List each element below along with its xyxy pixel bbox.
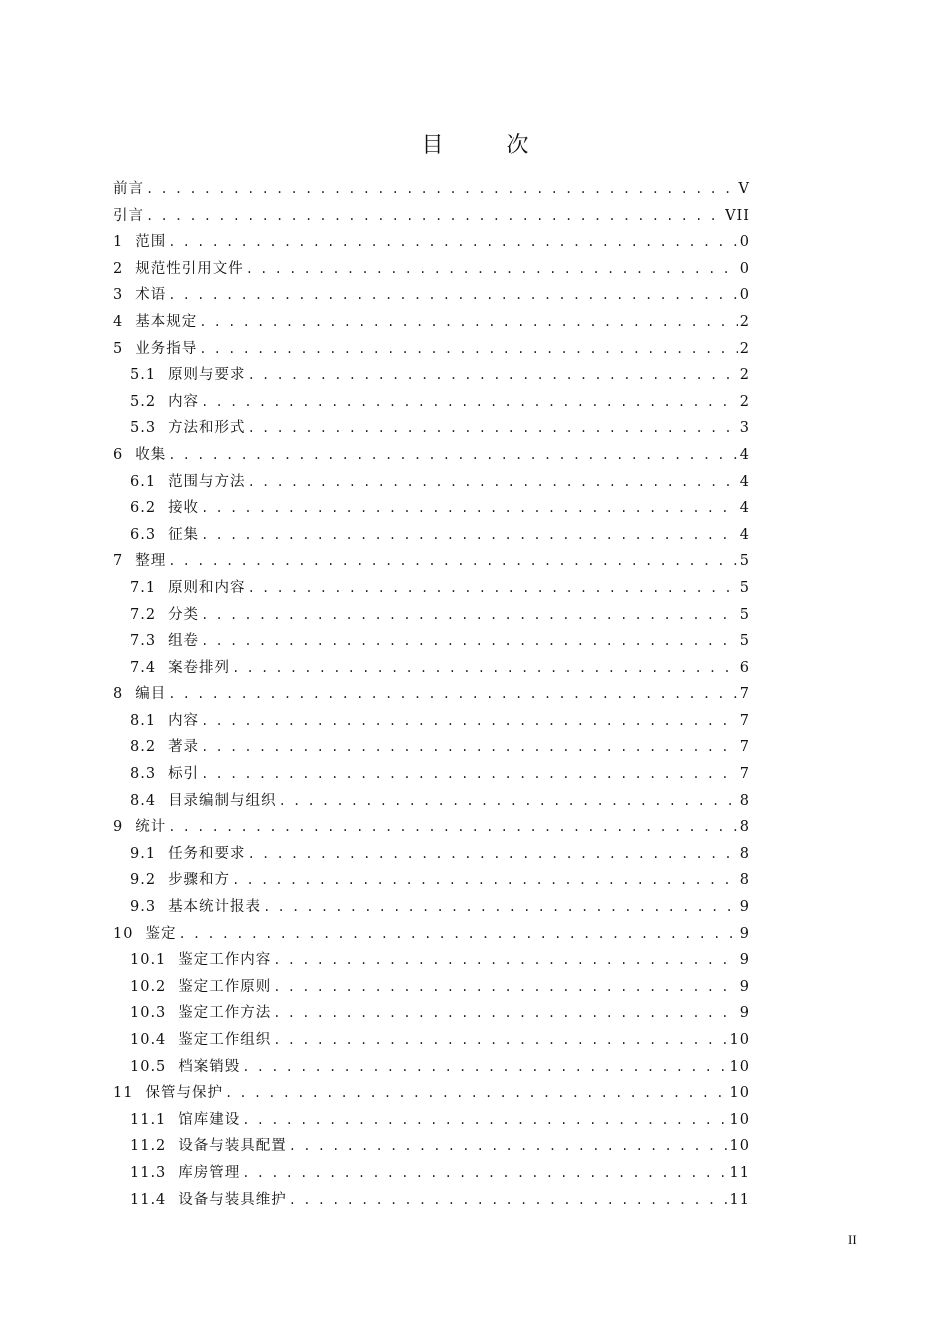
toc-entry-number: 7.4	[130, 659, 157, 676]
toc-entry-page: 5	[739, 553, 750, 570]
toc-entry-page: 9	[739, 899, 750, 916]
toc-entry-page: 0	[739, 287, 750, 304]
toc-entry[interactable]	[113, 867, 750, 894]
toc-entry-number: 8.1	[130, 712, 157, 729]
page-title: 目 次	[421, 133, 557, 158]
toc-entry-number: 8.3	[130, 766, 157, 783]
toc-entry-page: 10	[729, 1058, 750, 1075]
toc-entry[interactable]	[113, 894, 750, 921]
toc-entry-number: 1	[113, 234, 124, 251]
toc-entry-number: 11.4	[130, 1191, 167, 1208]
toc-entry[interactable]	[113, 522, 750, 549]
toc-entry-number: 7	[113, 553, 124, 570]
toc-leader-dots	[232, 867, 738, 894]
toc-entry-title: 方法和形式	[168, 420, 246, 437]
toc-entry[interactable]	[113, 1000, 750, 1027]
toc-entry-title: 整理	[135, 553, 167, 570]
toc-leader-dots	[248, 362, 738, 389]
toc-entry-number: 9.3	[130, 899, 157, 916]
toc-entry[interactable]	[113, 947, 750, 974]
toc-leader-dots	[178, 921, 737, 948]
toc-leader-dots	[248, 841, 738, 868]
toc-entry-page: 0	[739, 260, 750, 277]
toc-entry[interactable]	[113, 788, 750, 815]
toc-entry-number: 5	[113, 340, 124, 357]
toc-entry[interactable]	[113, 362, 750, 389]
toc-entry-title: 征集	[168, 526, 200, 543]
toc-entry-page: 9	[739, 925, 750, 942]
toc-entry-page: V	[738, 181, 750, 197]
toc-leader-dots	[201, 708, 738, 735]
toc-entry-number: 2	[113, 260, 124, 277]
toc-entry-number: 10.4	[130, 1032, 167, 1048]
toc-entry-number: 9.1	[130, 845, 157, 862]
toc-entry-title: 设备与装具配置	[178, 1138, 287, 1155]
toc-leader-dots	[146, 176, 737, 203]
toc-entry-number: 7.3	[130, 633, 157, 650]
toc-entry-title: 标引	[168, 766, 200, 783]
toc-entry-number: 6.1	[130, 473, 157, 490]
page-number: II	[848, 1232, 857, 1247]
toc-entry-title: 内容	[168, 712, 200, 729]
toc-entry-page: VII	[725, 207, 750, 224]
toc-entry[interactable]	[113, 1027, 750, 1054]
toc-entry[interactable]	[113, 548, 750, 575]
toc-entry[interactable]	[113, 469, 750, 496]
toc-entry-page: 4	[739, 500, 750, 517]
toc-entry-page: 0	[739, 234, 750, 251]
toc-entry-title: 库房管理	[178, 1164, 241, 1181]
toc-leader-dots	[168, 548, 738, 575]
toc-entry[interactable]	[113, 203, 750, 230]
toc-entry-title: 鉴定工作内容	[178, 952, 272, 969]
toc-entry[interactable]	[113, 1187, 750, 1214]
toc-entry-title: 内容	[168, 393, 200, 410]
toc-entry-title: 范围与方法	[168, 473, 246, 490]
toc-entry[interactable]	[113, 708, 750, 735]
toc-entry-title: 鉴定	[145, 925, 177, 942]
toc-entry-number: 11	[113, 1085, 134, 1102]
toc-entry-page: 3	[739, 420, 750, 437]
toc-entry[interactable]	[113, 1054, 750, 1081]
toc-entry[interactable]	[113, 442, 750, 469]
toc-leader-dots	[263, 894, 738, 921]
toc-entry-title: 编目	[135, 686, 167, 703]
toc-entry-title: 步骤和方	[168, 872, 231, 889]
toc-entry-title: 引言	[113, 207, 144, 224]
toc-leader-dots	[273, 947, 737, 974]
toc-leader-dots	[225, 1080, 728, 1107]
toc-leader-dots	[242, 1054, 727, 1081]
toc-entry[interactable]	[113, 814, 750, 841]
toc-leader-dots	[199, 336, 738, 363]
toc-entry-page: 10	[729, 1032, 750, 1048]
toc-leader-dots	[242, 1160, 727, 1187]
toc-entry[interactable]	[113, 761, 750, 788]
toc-leader-dots	[279, 788, 738, 815]
toc-leader-dots	[273, 1027, 727, 1054]
toc-leader-dots	[168, 814, 738, 841]
toc-entry-number: 9	[113, 819, 124, 836]
toc-leader-dots	[201, 734, 738, 761]
toc-entry-page: 6	[739, 659, 750, 676]
toc-entry-title: 设备与装具维护	[178, 1191, 287, 1208]
toc-entry-number: 8.2	[130, 739, 157, 756]
toc-entry-number: 10	[113, 925, 134, 942]
toc-leader-dots	[201, 628, 738, 655]
toc-entry[interactable]	[113, 1160, 750, 1187]
toc-entry-title: 范围	[135, 234, 167, 251]
toc-entry-page: 8	[739, 792, 750, 809]
toc-entry-number: 4	[113, 313, 124, 330]
toc-entry-number: 5.3	[130, 420, 157, 437]
toc-entry[interactable]	[113, 1080, 750, 1107]
toc-entry-page: 7	[739, 712, 750, 729]
toc-entry-title: 档案销毁	[178, 1058, 241, 1075]
toc-entry-number: 10.2	[130, 978, 167, 995]
toc-entry-title: 基本统计报表	[168, 899, 262, 916]
toc-entry-page: 2	[739, 313, 750, 330]
toc-entry-page: 4	[739, 526, 750, 543]
toc-entry-number: 8	[113, 686, 124, 703]
toc-entry-page: 10	[729, 1085, 750, 1102]
toc-leader-dots	[248, 575, 738, 602]
toc-leader-dots	[289, 1133, 728, 1160]
toc-entry[interactable]	[113, 974, 750, 1001]
toc-entry-page: 2	[739, 367, 750, 384]
toc-entry[interactable]	[113, 309, 750, 336]
toc-entry-number: 5.1	[130, 367, 157, 384]
toc-entry[interactable]	[113, 734, 750, 761]
toc-leader-dots	[168, 282, 738, 309]
toc-leader-dots	[168, 681, 738, 708]
toc-entry[interactable]	[113, 921, 750, 948]
toc-entry-number: 10.5	[130, 1058, 167, 1075]
toc-entry[interactable]	[113, 655, 750, 682]
toc-entry-title: 业务指导	[135, 340, 198, 357]
toc-entry[interactable]	[113, 336, 750, 363]
toc-entry[interactable]	[113, 229, 750, 256]
toc-entry-number: 8.4	[130, 792, 157, 809]
toc-entry-number: 11.3	[130, 1164, 167, 1181]
toc-leader-dots	[201, 602, 738, 629]
toc-entry-title: 目录编制与组织	[168, 792, 277, 809]
toc-entry-number: 3	[113, 287, 124, 304]
toc-entry-page: 11	[729, 1191, 750, 1208]
toc-entry[interactable]	[113, 389, 750, 416]
toc-entry-title: 案卷排列	[168, 659, 231, 676]
toc-entry-number: 11.1	[130, 1111, 167, 1128]
toc-entry-number: 6.2	[130, 500, 157, 517]
toc-leader-dots	[242, 1107, 727, 1134]
toc-entry-title: 分类	[168, 606, 200, 623]
toc-entry-page: 4	[739, 446, 750, 463]
toc-entry-page: 2	[739, 340, 750, 357]
toc-entry-number: 5.2	[130, 393, 157, 410]
toc-entry-title: 接收	[168, 500, 200, 517]
toc-leader-dots	[273, 1000, 737, 1027]
toc-entry-title: 著录	[168, 739, 200, 756]
toc-leader-dots	[201, 389, 738, 416]
toc-entry-title: 前言	[113, 181, 144, 197]
toc-entry-title: 规范性引用文件	[135, 260, 244, 277]
toc-entry-number: 10.1	[130, 952, 167, 969]
toc-entry-page: 8	[739, 872, 750, 889]
toc-entry[interactable]	[113, 681, 750, 708]
toc-leader-dots	[168, 229, 738, 256]
toc-entry[interactable]	[113, 282, 750, 309]
toc-leader-dots	[248, 469, 738, 496]
toc-entry-title: 原则与要求	[168, 367, 246, 384]
toc-entry-page: 7	[739, 766, 750, 783]
toc-leader-dots	[232, 655, 738, 682]
toc-entry-title: 鉴定工作方法	[178, 1005, 272, 1022]
toc-entry-page: 9	[739, 952, 750, 969]
toc-entry[interactable]	[113, 1133, 750, 1160]
toc-entry[interactable]	[113, 415, 750, 442]
toc-entry-number: 6	[113, 446, 124, 463]
toc-entry-number: 7.1	[130, 579, 157, 596]
toc-entry-title: 统计	[135, 819, 167, 836]
toc-entry-title: 鉴定工作原则	[178, 978, 272, 995]
toc-entry[interactable]	[113, 176, 750, 203]
toc-leader-dots	[246, 256, 738, 283]
toc-entry-page: 5	[739, 606, 750, 623]
toc-entry-page: 5	[739, 633, 750, 650]
toc-entry-page: 11	[729, 1164, 750, 1181]
toc-entry-number: 6.3	[130, 526, 157, 543]
toc-leader-dots	[146, 203, 723, 230]
toc-entry-title: 原则和内容	[168, 579, 246, 596]
toc-leader-dots	[273, 974, 737, 1001]
toc-leader-dots	[168, 442, 738, 469]
toc-entry[interactable]	[113, 628, 750, 655]
toc-entry-page: 8	[739, 845, 750, 862]
toc-entry-page: 4	[739, 473, 750, 490]
toc-entry-title: 基本规定	[135, 313, 198, 330]
toc-leader-dots	[248, 415, 738, 442]
table-of-contents	[113, 176, 750, 1213]
toc-leader-dots	[201, 495, 738, 522]
toc-entry[interactable]	[113, 841, 750, 868]
toc-entry[interactable]	[113, 602, 750, 629]
toc-leader-dots	[289, 1187, 728, 1214]
toc-entry-title: 馆库建设	[178, 1111, 241, 1128]
toc-entry-title: 收集	[135, 446, 167, 463]
toc-entry-page: 9	[739, 1005, 750, 1022]
toc-entry-title: 鉴定工作组织	[178, 1032, 272, 1048]
toc-entry-page: 7	[739, 739, 750, 756]
toc-entry[interactable]	[113, 256, 750, 283]
toc-leader-dots	[201, 522, 738, 549]
toc-entry-page: 5	[739, 579, 750, 596]
toc-entry-page: 10	[729, 1111, 750, 1128]
toc-entry-page: 7	[739, 686, 750, 703]
toc-leader-dots	[201, 761, 738, 788]
toc-entry-page: 2	[739, 393, 750, 410]
toc-entry-page: 8	[739, 819, 750, 836]
toc-leader-dots	[199, 309, 738, 336]
toc-entry-title: 组卷	[168, 633, 200, 650]
toc-entry[interactable]	[113, 1107, 750, 1134]
toc-entry[interactable]	[113, 495, 750, 522]
toc-entry-title: 术语	[135, 287, 167, 304]
toc-entry-page: 9	[739, 978, 750, 995]
toc-entry-page: 10	[729, 1138, 750, 1155]
toc-entry-number: 11.2	[130, 1138, 167, 1155]
toc-entry-title: 任务和要求	[168, 845, 246, 862]
toc-entry[interactable]	[113, 575, 750, 602]
toc-entry-title: 保管与保护	[145, 1085, 223, 1102]
toc-entry-number: 7.2	[130, 606, 157, 623]
toc-entry-number: 10.3	[130, 1005, 167, 1022]
toc-entry-number: 9.2	[130, 872, 157, 889]
